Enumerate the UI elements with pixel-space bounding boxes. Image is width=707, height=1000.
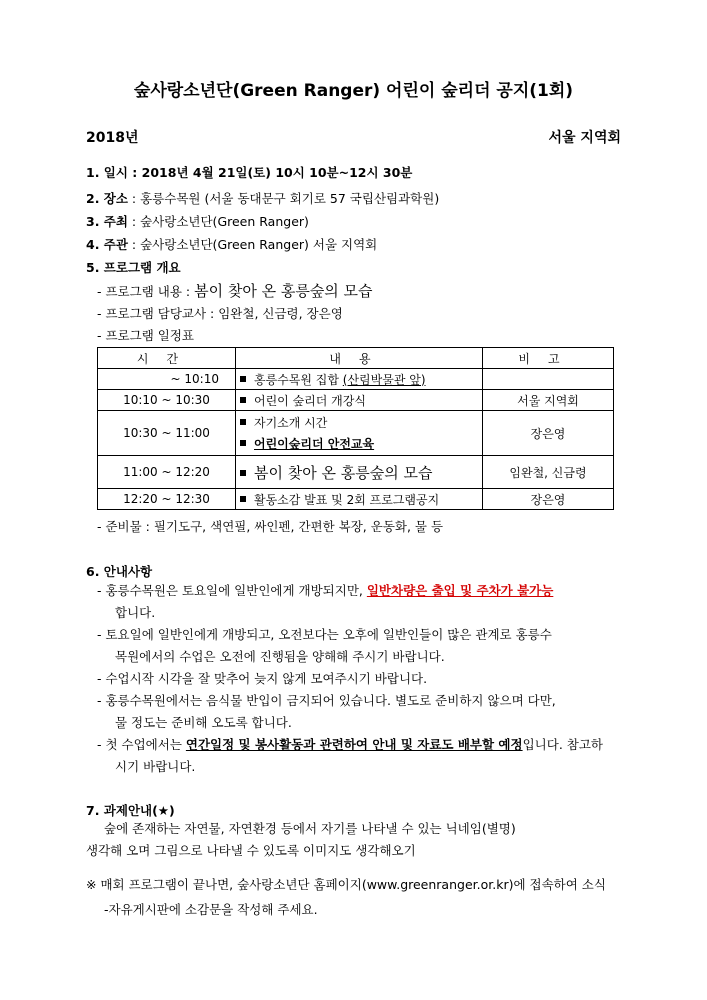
assignment-line-1: 숲에 존재하는 자연물, 자연환경 등에서 자기를 나타낼 수 있는 닉네임(별명) — [104, 821, 516, 836]
row-time: 11:00 ~ 12:20 — [98, 456, 236, 489]
row-note: 장은영 — [483, 411, 614, 456]
guide-item-4-cont: 물 정도는 준비해 오도록 합니다. — [115, 715, 292, 730]
guide-item-2: - 토요일에 일반인에게 개방되고, 오전보다는 오후에 일반인들이 많은 관계로 홍릉수 — [97, 627, 552, 642]
row-time: 10:10 ~ 10:30 — [98, 390, 236, 411]
program-content — [97, 280, 373, 301]
program-content-label: - 프로그램 내용 : — [97, 284, 195, 299]
guide-item-5: - 첫 수업에서는 연간일정 및 봉사활동과 관련하여 안내 및 자료도 배부할 예정입니다. 참고하 — [97, 737, 603, 752]
guide-item-1: - 홍릉수목원은 토요일에 일반인에게 개방되지만, 일반차량은 출입 및 주차가 불가능 — [97, 583, 554, 598]
closing-note-1: ※ 매회 프로그램이 끝나면, 숲사랑소년단 홈페이지(www.greenranger.or.kr)에 접속하여 소식 — [86, 877, 606, 892]
host-label: 3. 주최 — [86, 214, 128, 229]
year-label: 2018년 — [86, 130, 139, 146]
place-value: : 홍릉수목원 (서울 동대문구 회기로 57 국립산림과학원) — [127, 191, 440, 206]
assignment-heading: 7. 과제안내(★) — [86, 803, 175, 818]
overview-heading: 5. 프로그램 개요 — [86, 260, 181, 275]
supplies: - 준비물 : 필기도구, 색연필, 싸인펜, 간편한 복장, 운동화, 물 등 — [97, 519, 444, 534]
header-note: 비고 — [483, 348, 614, 369]
guide-heading: 6. 안내사항 — [86, 564, 153, 579]
no-vehicle-warning: 일반차량은 출입 및 주차가 불가능 — [366, 583, 554, 598]
date-label: 1. 일시 — [86, 165, 128, 180]
table-row — [98, 390, 614, 411]
table-row — [98, 456, 614, 489]
row-content: 홍릉수목원 집합 (산림박물관 앞) — [236, 369, 483, 390]
bullet-icon — [240, 470, 246, 476]
annual-schedule-note: 연간일정 및 봉사활동과 관련하여 안내 및 자료도 배부할 예정 — [185, 737, 523, 752]
info-organizer — [86, 235, 377, 253]
table-header-row — [98, 348, 614, 369]
row-time: 12:20 ~ 12:30 — [98, 489, 236, 510]
assignment-line-2: 생각해 오며 그림으로 나타낼 수 있도록 이미지도 생각해오기 — [86, 843, 416, 858]
schedule-label: - 프로그램 일정표 — [97, 328, 194, 343]
table-row — [98, 411, 614, 456]
bullet-icon — [240, 376, 246, 382]
table-row — [98, 489, 614, 510]
organizer-value: : 숲사랑소년단(Green Ranger) 서울 지역회 — [127, 237, 378, 252]
schedule-table — [97, 347, 614, 510]
place-label: 2. 장소 — [86, 191, 128, 206]
guide-item-1-cont: 합니다. — [115, 605, 156, 620]
row-content: 봄이 찾아 온 홍릉숲의 모습 — [236, 456, 483, 489]
guide-item-2-cont: 목원에서의 수업은 오전에 진행됨을 양해해 주시기 바랍니다. — [115, 649, 445, 664]
row-time: ~ 10:10 — [98, 369, 236, 390]
table-row — [98, 369, 614, 390]
header-content: 내용 — [236, 348, 483, 369]
program-teachers: - 프로그램 담당교사 : 임완철, 신금령, 장은영 — [97, 306, 343, 321]
guide-item-5-cont: 시기 바랍니다. — [115, 759, 196, 774]
guide-item-3: - 수업시작 시각을 잘 맞추어 늦지 않게 모여주시기 바랍니다. — [97, 671, 428, 686]
bullet-icon — [240, 397, 246, 403]
row-note: 임완철, 신금령 — [483, 456, 614, 489]
header-time: 시간 — [98, 348, 236, 369]
row-content: 활동소감 발표 및 2회 프로그램공지 — [236, 489, 483, 510]
row-content: 자기소개 시간 어린이숲리더 안전교육 — [236, 411, 483, 456]
bullet-icon — [240, 419, 246, 425]
date-value: : 2018년 4월 21일(토) 10시 10분~12시 30분 — [127, 165, 413, 180]
program-content-value: 봄이 찾아 온 홍릉숲의 모습 — [194, 282, 373, 300]
info-date — [86, 163, 412, 181]
row-note: 서울 지역회 — [483, 390, 614, 411]
row-note — [483, 369, 614, 390]
region-label: 서울 지역회 — [548, 130, 621, 146]
bullet-icon — [240, 496, 246, 502]
row-time: 10:30 ~ 11:00 — [98, 411, 236, 456]
bullet-icon — [240, 440, 246, 446]
info-place — [86, 189, 439, 207]
info-host — [86, 212, 309, 230]
organizer-label: 4. 주관 — [86, 237, 128, 252]
host-value: : 숲사랑소년단(Green Ranger) — [127, 214, 309, 229]
row-content: 어린이 숲리더 개강식 — [236, 390, 483, 411]
closing-note-2: -자유게시판에 소감문을 작성해 주세요. — [104, 902, 318, 917]
row-note: 장은영 — [483, 489, 614, 510]
guide-item-4: - 홍릉수목원에서는 음식물 반입이 금지되어 있습니다. 별도로 준비하지 않으며 다만, — [97, 693, 556, 708]
page-title: 숲사랑소년단(Green Ranger) 어린이 숲리더 공지(1회) — [133, 81, 574, 101]
